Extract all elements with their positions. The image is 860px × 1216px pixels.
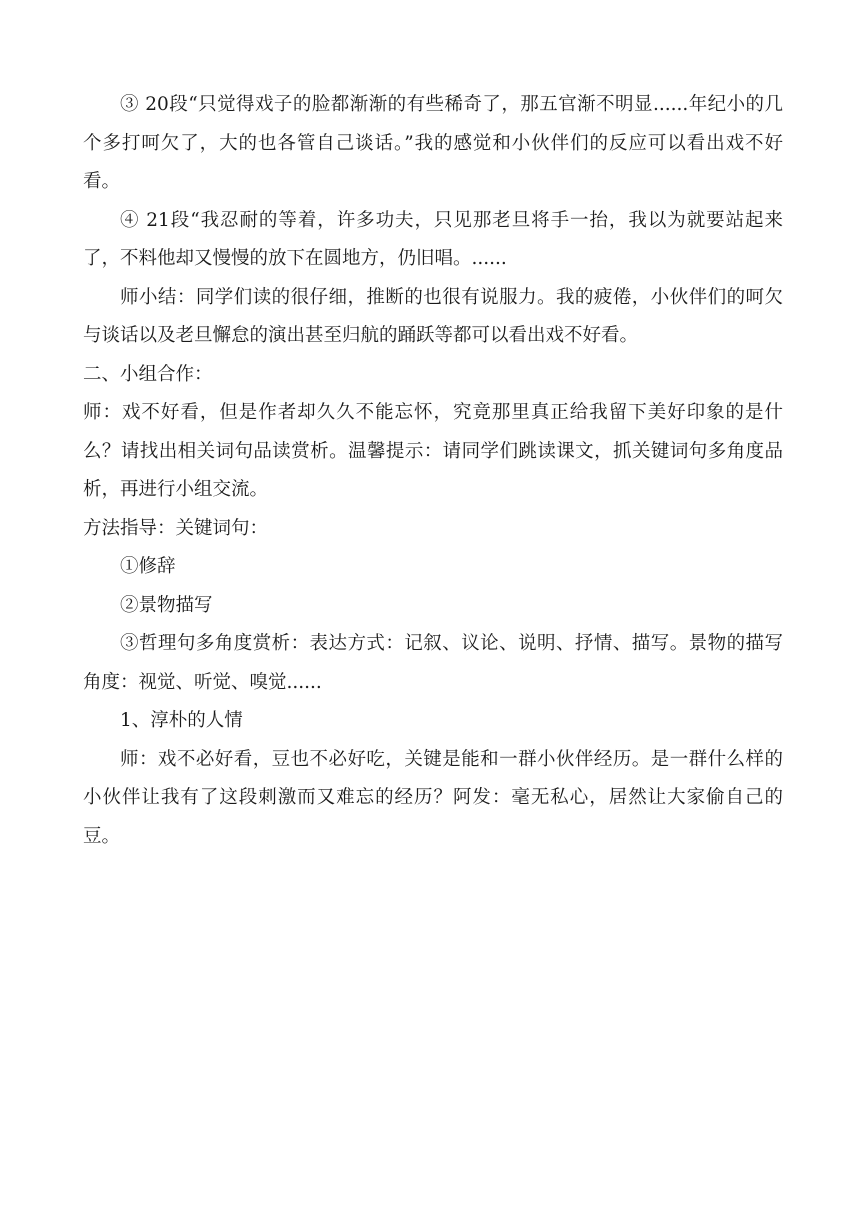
list-item-rhetoric: ①修辞: [120, 556, 176, 577]
paragraph-teacher-prompt: 师：戏不好看，但是作者却久久不能忘怀，究竟那里真正给我留下美好印象的是什么？请找出相关词句品读赏析。温馨提示：请同学们跳读课文，抓关键词句多角度品析，再进行小组交流。: [83, 402, 783, 500]
list-item-philosophy: ③哲理句多角度赏析：表达方式：记叙、议论、说明、抒情、描写。景物的描写角度：视觉、听觉、嗅觉......: [83, 633, 783, 693]
paragraph-method-guide: 方法指导：关键词句：: [83, 517, 269, 539]
paragraph-scene-21: ④ 21段“我忍耐的等着，许多功夫，只见那老旦将手一抬，我以为就要站起来了，不料他却又慢慢的放下在圆地方，仍旧唱。......: [83, 209, 783, 269]
subheading-simple-feelings: 1、淳朴的人情: [120, 710, 243, 731]
section-heading-group-work: 二、小组合作：: [83, 363, 213, 385]
list-item-scenery: ②景物描写: [120, 594, 213, 616]
paragraph-scene-20: ③ 20段“只觉得戏子的脸都渐渐的有些稀奇了，那五官渐不明显......年纪小的几个多打呵欠了，大的也各管自己谈话。”我的感觉和小伙伴们的反应可以看出戏不好看。: [83, 94, 783, 192]
paragraph-teacher-afa: 师：戏不必好看，豆也不必好吃，关键是能和一群小伙伴经历。是一群什么样的小伙伴让我有了这段刺激而又难忘的经历？阿发：毫无私心，居然让大家偷自己的豆。: [83, 748, 783, 847]
paragraph-teacher-summary: 师小结：同学们读的很仔细，推断的也很有说服力。我的疲倦，小伙伴们的呵欠与谈话以及老旦懈怠的演出甚至归航的踊跃等都可以看出戏不好看。: [83, 286, 783, 346]
document-page: [83, 86, 783, 856]
